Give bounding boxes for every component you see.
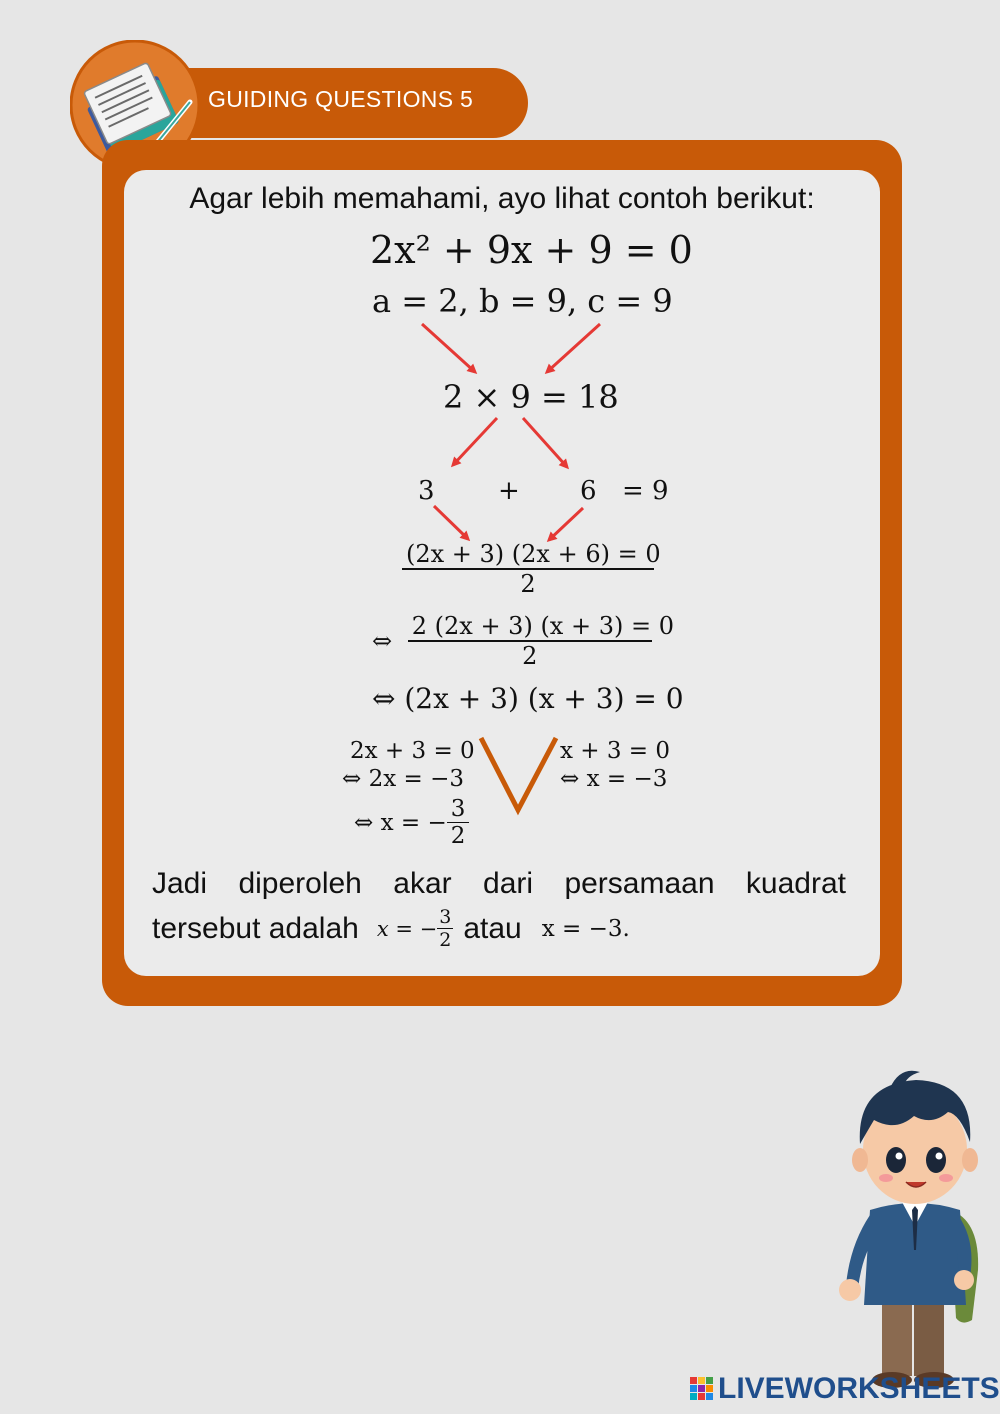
conclusion-text xyxy=(152,862,846,951)
section-title: GUIDING QUESTIONS 5 xyxy=(208,86,474,112)
conclusion-line1: Jadi diperoleh akar dari persamaan kuadrat xyxy=(152,867,846,900)
watermark-text: LIVEWORKSHEETS xyxy=(718,1372,1000,1405)
product-ac: 2 × 9 = 18 xyxy=(443,378,619,416)
quadratic-equation: 2x² + 9x + 9 = 0 xyxy=(370,228,693,272)
factored-step-1: $\frac{(2x + 3) (2x + 6) = 0}{2}$ xyxy=(402,540,654,598)
left-solution-line3: ⇔ x = − $\frac{3}{2}$ xyxy=(354,796,469,849)
intro-text: Agar lebih memahami, ayo lihat contoh berikut: xyxy=(189,182,815,215)
split-factor-right: 6 xyxy=(580,476,597,506)
conclusion-line2: tersebut adalah x = − $\frac{3}{2}$ atau x = −3. xyxy=(152,906,630,951)
right-solution-line2: ⇔ x = −3 xyxy=(560,766,668,792)
left-solution-line2: ⇔ 2x = −3 xyxy=(342,766,464,792)
left-solution-line1: 2x + 3 = 0 xyxy=(350,738,475,764)
factored-step-3: ⇔ (2x + 3) (x + 3) = 0 xyxy=(372,682,684,715)
root-2: x = −3. xyxy=(541,915,630,942)
split-plus: + xyxy=(498,476,520,506)
coefficients: a = 2, b = 9, c = 9 xyxy=(372,282,673,320)
liveworksheets-logo-icon xyxy=(690,1377,714,1401)
student-mascot xyxy=(830,1060,1000,1390)
right-solution-line1: x + 3 = 0 xyxy=(560,738,671,764)
split-sum: = 9 xyxy=(622,476,669,506)
root-1: x = − $\frac{3}{2}$ xyxy=(376,906,452,951)
factored-step-2: ⇔ $\frac{2 (2x + 3) (x + 3) = 0}{2}$ xyxy=(372,612,674,670)
liveworksheets-watermark xyxy=(690,1372,1000,1406)
split-factor-left: 3 xyxy=(418,476,435,506)
